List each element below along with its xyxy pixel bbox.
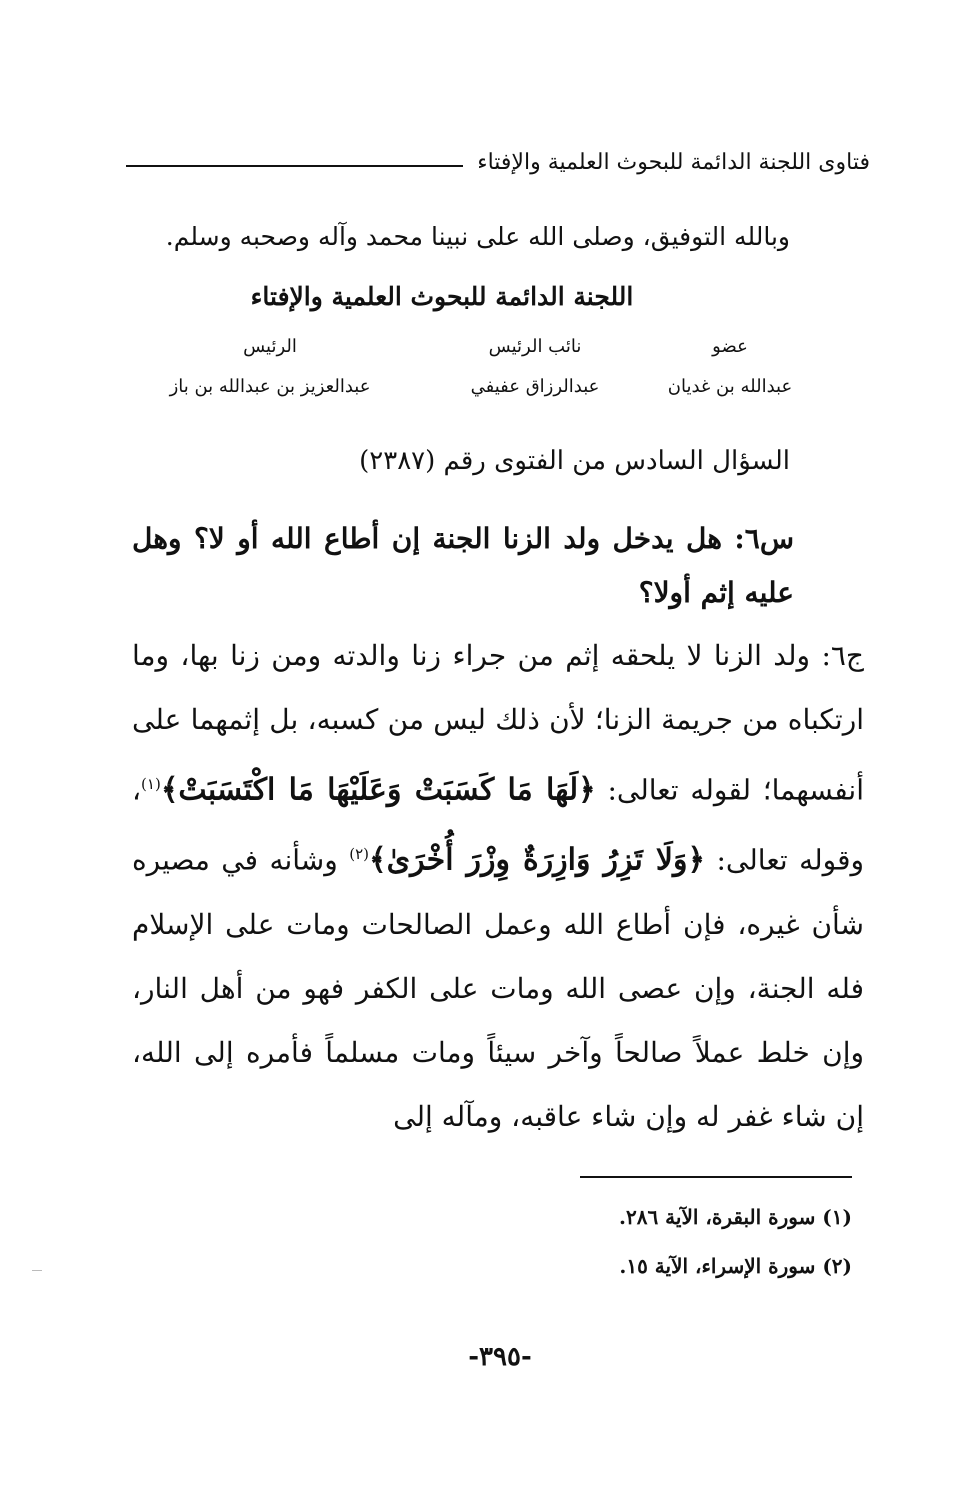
answer-part-3: وشأنه في مصيره شأن غيره، فإن أطاع الله وعمل الصالحات ومات على الإسلام فله الجنة، وإن عصى الله ومات على الكفر فهو من أهل النار، وإن خلط عملاً صالحاً وآخر سيئاً ومات مسلماً فأمره إلى الله، إن شاء غفر له وإن شاء عاقبه، ومآله إلى [132,843,864,1133]
page-number: -٣٩٥- [468,1342,532,1372]
signatory-name: عبدالعزيز بن عبدالله بن باز [169,376,371,397]
footnote-ref-1: (١) [141,775,161,793]
running-title: فتاوى اللجنة الدائمة للبحوث العلمية والإفتاء [477,149,870,175]
signatory-role: عضو [712,336,748,357]
footnote-rule [580,1176,852,1178]
quran-verse-1: ﴿لَهَا مَا كَسَبَتْ وَعَلَيْهَا مَا اكْتَسَبَتْ﴾ [160,772,596,808]
signatory-name: عبدالرزاق عفيفي [470,376,600,397]
question-source: السؤال السادس من الفتوى رقم (٢٣٨٧) [359,446,790,476]
answer-text [132,624,864,1149]
running-header [126,142,870,182]
answer-part-2: ، وقوله تعالى: [132,773,864,877]
committee-name: اللجنة الدائمة للبحوث العلمية والإفتاء [250,282,634,311]
signatory-member [650,336,810,397]
signatory-vice-president [440,336,630,397]
footnote-1: (١) سورة البقرة، الآية ٢٨٦. [619,1205,852,1229]
quran-verse-2: ﴿وَلَا تَزِرُ وَازِرَةٌ وِزْرَ أُخْرَىٰ﴾ [369,842,706,878]
footnote-ref-2: (٢) [349,845,370,864]
closing-line: وبالله التوفيق، وصلى الله على نبينا محمد وآله وصحبه وسلم. [165,222,790,251]
footnote-2: (٢) سورة الإسراء، الآية ١٥. [619,1254,852,1278]
question-text: س٦: هل يدخل ولد الزنا الجنة إن أطاع الله أو لا؟ وهل عليه إثم أولا؟ [132,522,794,609]
answer-part-1: ج٦: ولد الزنا لا يلحقه إثم من جراء زنا والدته ومن زنا بها، وما ارتكباه من جريمة الزنا؛ لأن ذلك ليس من كسبه، بل إثمهما على أنفسهما؛ لقوله تعالى: [132,639,865,807]
signatory-role: الرئيس [243,336,297,357]
signatory-president [150,336,390,397]
scan-edge-mark [32,1270,42,1271]
header-rule [126,165,463,167]
signatory-role: نائب الرئيس [488,336,582,357]
signatory-name: عبدالله بن غديان [667,376,793,397]
